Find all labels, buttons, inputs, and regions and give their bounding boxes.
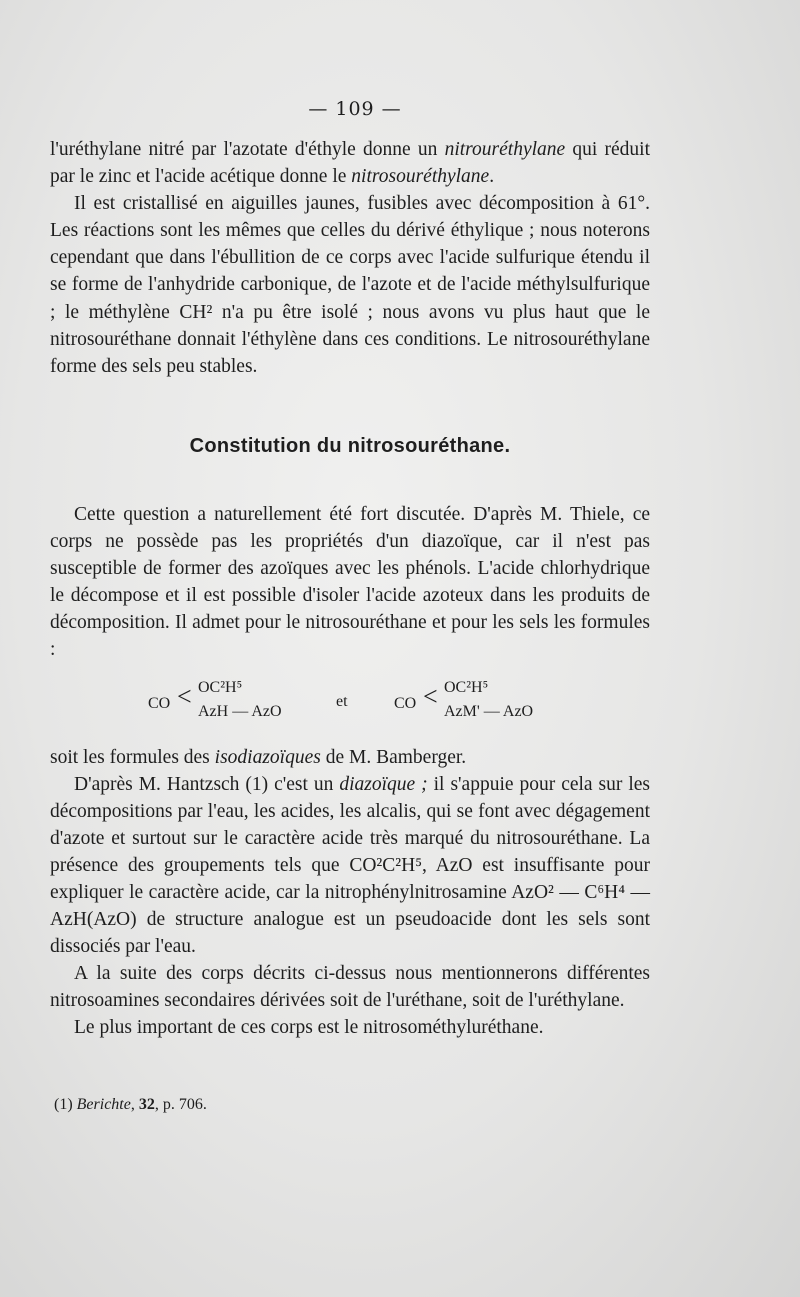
paragraph-6: A la suite des corps décrits ci-dessus nous mentionnerons différentes nitrosoamines secondaires dérivées soit de l'uréthane, soit de l'uréthylane. — [50, 963, 650, 1012]
paragraph-4: soit les formules des isodiazoïques de M. Bamberger. — [50, 746, 467, 768]
paragraph-3: Cette question a naturellement été fort discutée. D'après M. Thiele, ce corps ne possède pas les propriétés d'un diazoïque, car il n'est pas susceptible de former des azoïques avec les phénols. L'acide chlorhydrique le décompose et il est possible d'isoler l'acide azoteux dans les produits de décomposition. Il admet pour le nitrosouréthane et pour les sels les formules : — [50, 503, 650, 661]
page-body — [50, 136, 650, 1042]
formula-conjunction: et — [336, 692, 348, 710]
formula-line: CO < OC²H⁵ AzH — AzO et CO < OC²H⁵ AzM' — AzO — [148, 678, 534, 720]
section-heading: Constitution du nitrosouréthane. — [189, 434, 511, 457]
page-number: — 109 — — [308, 98, 402, 120]
paragraph-2: Il est cristallisé en aiguilles jaunes, fusibles avec décomposition à 61°. Les réactions sont les mêmes que celles du dérivé éthylique ; nous noterons cependant que dans l'ébullition de ce corps avec l'acide sulfurique étendu il se forme de l'anhydride carbonique, de l'azote et de l'acide méthylsulfurique ; le méthylène CH² n'a pu être isolé ; nous avons vu plus haut que le nitrosouréthane donnait l'éthylène dans ces conditions. Le nitrosouréthylane forme des sels peu stables. — [50, 193, 650, 377]
paragraph-1: l'uréthylane nitré par l'azotate d'éthyle donne un nitrouréthylane qui réduit par le zinc et l'acide acétique donne le nitrosouréthylane. — [50, 139, 651, 188]
footnote: (1) Berichte, 32, p. 706. — [54, 1096, 207, 1113]
paragraph-7: Le plus important de ces corps est le nitrosométhyluréthane. — [74, 1017, 544, 1039]
paragraph-5: D'après M. Hantzsch (1) c'est un diazoïque ; il s'appuie pour cela sur les décompositions par l'eau, les acides, les alcalis, qui se font avec dégagement d'azote et surtout sur le caractère acide très marqué du nitrosouréthane. La présence des groupements tels que CO²C²H⁵, AzO est insuffisante pour expliquer le caractère acide, car la nitrophénylnitrosamine AzO² — C⁶H⁴ — AzH(AzO) de structure analogue est un pseudoacide dont les sels sont dissociés par l'eau. — [50, 773, 650, 958]
